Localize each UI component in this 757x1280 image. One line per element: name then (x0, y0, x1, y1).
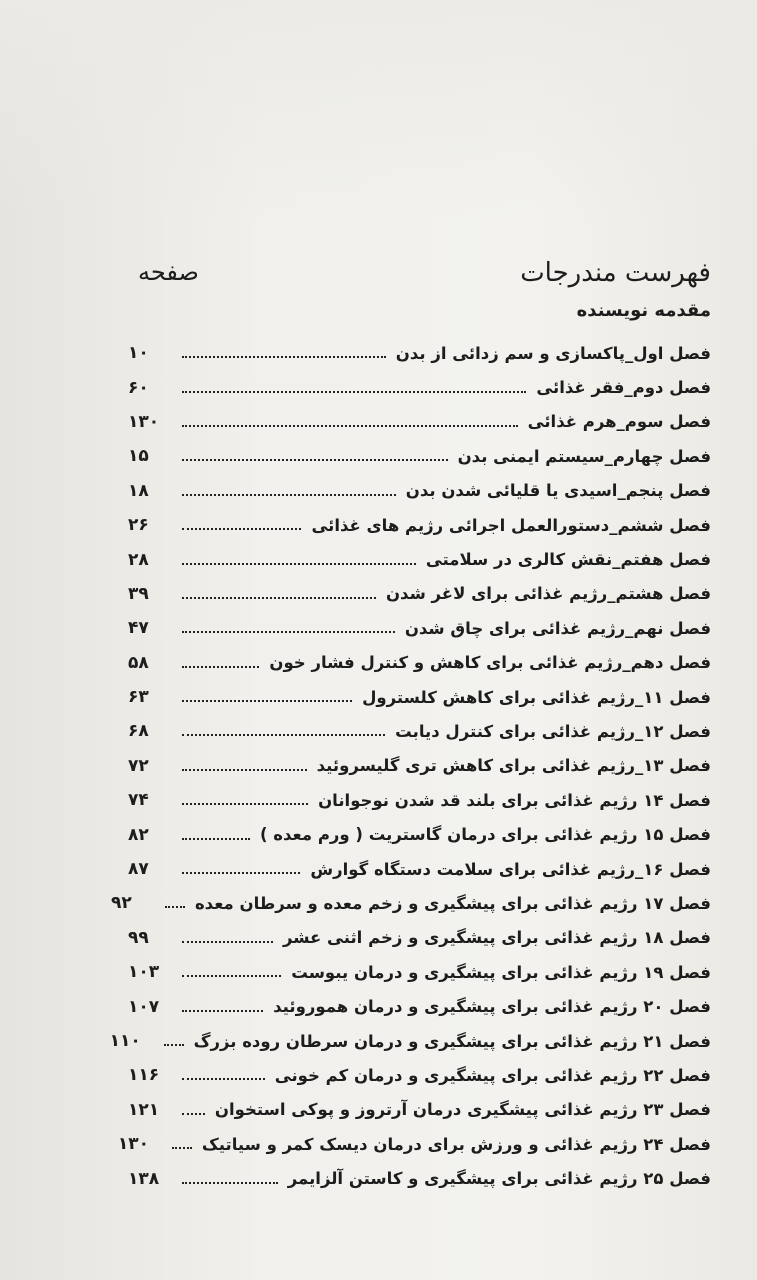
toc-entry (128, 783, 711, 817)
toc-entry (128, 852, 711, 886)
toc-entry (128, 474, 711, 508)
toc-entry-title: فصل ۱۳_رژیم غذائی برای کاهش تری گلیسروئید (316, 756, 711, 776)
page-column-label: صفحه (138, 258, 199, 286)
toc-entry (128, 749, 711, 783)
toc-entry (128, 370, 711, 404)
toc-entry-title: فصل دهم_رژیم غذائی برای کاهش و کنترل فشار خون (269, 653, 711, 673)
toc-entry-title: فصل ۲۲ رژیم غذائی برای پیشگیری و درمان کم خونی (274, 1065, 711, 1085)
toc-entry (128, 508, 711, 542)
toc-entry-title: فصل اول_پاکسازی و سم زدائی از بدن (395, 343, 711, 363)
toc-entry-page-number: ۱۸ (128, 480, 149, 501)
toc-leader-dots (182, 1182, 278, 1184)
toc-entry (128, 611, 711, 645)
toc-entry (128, 714, 711, 748)
table-of-contents (109, 336, 711, 1196)
toc-entry-page-number: ۸۷ (128, 859, 149, 880)
toc-entry-title: فصل ۱۶_رژیم غذائی برای سلامت دستگاه گوارش (310, 859, 711, 879)
toc-leader-dots (182, 1078, 265, 1080)
toc-entry (109, 1024, 711, 1058)
toc-entry-page-number: ۲۸ (128, 549, 149, 570)
toc-entry (128, 955, 711, 989)
toc-entry (128, 405, 711, 439)
toc-entry-title: فصل ۱۱_رژیم غذائی برای کاهش کلسترول (362, 687, 711, 707)
toc-entry-page-number: ۹۲ (110, 893, 132, 914)
toc-entry-title: فصل ۱۸ رژیم غذائی برای پیشگیری و زخم اثنی عشر (282, 928, 711, 948)
toc-entry-page-number: ۶۰ (128, 377, 149, 398)
toc-entry-page-number: ۱۰۳ (128, 962, 160, 983)
toc-entry (128, 921, 711, 955)
toc-leader-dots (182, 356, 386, 358)
toc-leader-dots (182, 563, 416, 565)
page-title: فهرست مندرجات (520, 258, 711, 288)
toc-leader-dots (182, 769, 307, 771)
toc-leader-dots (182, 700, 352, 702)
toc-leader-dots (182, 975, 281, 977)
toc-entry (128, 439, 711, 473)
toc-leader-dots (182, 666, 259, 668)
toc-entry (128, 817, 711, 851)
toc-entry (128, 1093, 711, 1127)
toc-entry-page-number: ۳۹ (128, 583, 149, 604)
toc-leader-dots (182, 459, 448, 461)
toc-entry-page-number: ۱۲۱ (128, 1099, 160, 1120)
toc-leader-dots (182, 494, 396, 496)
toc-leader-dots (182, 838, 250, 840)
toc-entry (128, 1058, 711, 1092)
toc-leader-dots (182, 734, 385, 736)
toc-entry-title: فصل هفتم_نقش کالری در سلامتی (425, 550, 711, 570)
toc-entry (117, 1127, 711, 1161)
toc-entry-title: فصل ۲۵ رژیم غذائی برای پیشگیری و کاستن آلزایمر (287, 1169, 711, 1189)
toc-entry-title: فصل سوم_هرم غذائی (527, 412, 711, 432)
toc-entry-page-number: ۶۸ (128, 721, 149, 742)
toc-entry-page-number: ۱۱۶ (128, 1065, 160, 1086)
toc-entry-page-number: ۱۵ (128, 446, 149, 467)
toc-entry-page-number: ۴۷ (128, 618, 149, 639)
toc-entry-title: فصل دوم_فقر غذائی (536, 378, 711, 398)
toc-leader-dots (182, 391, 526, 393)
toc-entry-title: فصل ۱۵ رژیم غذائی برای درمان گاستریت ( ورم معده ) (260, 825, 711, 845)
toc-entry-page-number: ۷۴ (128, 790, 149, 811)
toc-leader-dots (182, 803, 308, 805)
toc-entry-title: فصل چهارم_سیستم ایمنی بدن (457, 446, 711, 466)
toc-leader-dots (172, 1147, 192, 1149)
toc-entry (128, 1161, 711, 1195)
toc-entry-page-number: ۷۲ (128, 755, 149, 776)
toc-entry-page-number: ۱۳۸ (128, 1168, 160, 1189)
toc-entry-title: فصل نهم_رژیم غذائی برای چاق شدن (404, 618, 711, 638)
toc-entry-title: فصل ۲۴ رژیم غذائی و ورزش برای درمان دیسک کمر و سیاتیک (201, 1134, 711, 1154)
toc-entry (128, 680, 711, 714)
toc-entry (128, 542, 711, 576)
toc-leader-dots (182, 1010, 263, 1012)
toc-entry-title: فصل ۲۰ رژیم غذائی برای پیشگیری و درمان هموروئید (273, 997, 711, 1017)
toc-entry-title: فصل ۲۳ رژیم غذائی پیشگیری درمان آرتروز و پوکی استخوان (214, 1100, 711, 1120)
toc-entry-title: فصل ششم_دستورالعمل اجرائی رژیم های غذائی (311, 515, 711, 535)
toc-leader-dots (182, 631, 395, 633)
author-intro-entry: مقدمه نویسنده (576, 300, 711, 321)
toc-leader-dots (182, 528, 301, 530)
toc-entry-title: فصل ۱۹ رژیم غذائی برای پیشگیری و درمان یبوست (291, 962, 711, 982)
toc-leader-dots (182, 425, 518, 427)
toc-entry-title: فصل ۱۷ رژیم غذائی برای پیشگیری و زخم معده و سرطان معده (194, 893, 711, 913)
toc-entry (128, 336, 711, 370)
toc-entry-page-number: ۹۹ (128, 927, 149, 948)
toc-entry-page-number: ۱۳۰ (117, 1134, 150, 1155)
toc-entry-page-number: ۱۳۰ (128, 411, 160, 432)
toc-header (130, 258, 711, 298)
toc-entry-page-number: ۱۰ (128, 343, 149, 364)
toc-entry-page-number: ۶۳ (128, 687, 149, 708)
toc-entry (110, 886, 711, 920)
toc-entry (128, 989, 711, 1023)
toc-entry-page-number: ۱۱۰ (109, 1031, 141, 1051)
toc-entry-page-number: ۸۲ (128, 824, 149, 845)
toc-entry-title: فصل هشتم_رژیم غذائی برای لاغر شدن (385, 584, 711, 604)
toc-entry-title: فصل ۱۲_رژیم غذائی برای کنترل دیابت (395, 721, 711, 741)
toc-entry-page-number: ۵۸ (128, 652, 149, 673)
toc-entry-page-number: ۱۰۷ (128, 996, 160, 1017)
toc-leader-dots (182, 941, 273, 943)
toc-leader-dots (164, 1044, 184, 1046)
toc-entry-title: فصل پنجم_اسیدی یا قلیائی شدن بدن (405, 481, 711, 501)
toc-entry-title: فصل ۱۴ رژیم غذائی برای بلند قد شدن نوجوانان (318, 790, 711, 810)
page-shadow (0, 0, 757, 220)
toc-entry-page-number: ۲۶ (128, 515, 149, 536)
toc-entry-title: فصل ۲۱ رژیم غذائی برای پیشگیری و درمان سرطان روده بزرگ (193, 1031, 711, 1051)
toc-entry (128, 646, 711, 680)
toc-leader-dots (165, 906, 185, 908)
toc-leader-dots (182, 1113, 205, 1115)
toc-entry (128, 577, 711, 611)
toc-leader-dots (182, 872, 300, 874)
toc-leader-dots (182, 597, 376, 599)
